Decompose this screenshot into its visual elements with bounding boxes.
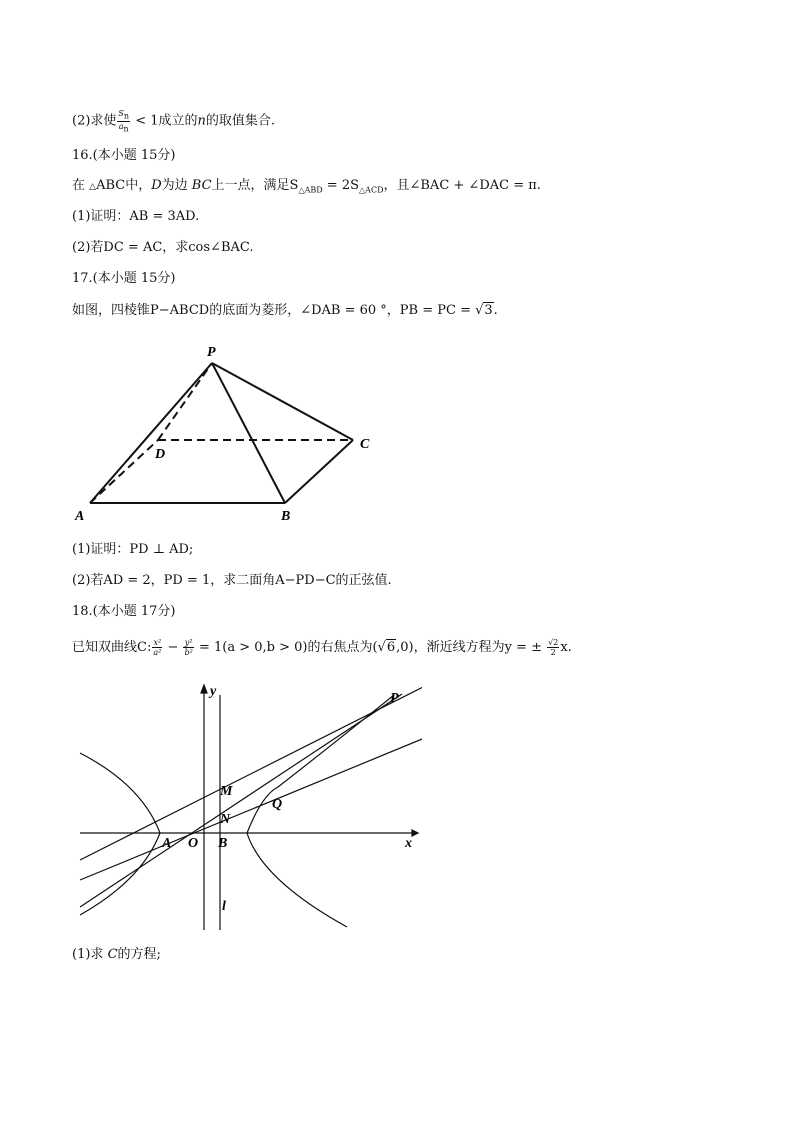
ratio-fraction: $\frac{Sn}{an}$ xyxy=(118,109,130,134)
pyramid-figure xyxy=(70,340,380,530)
q18-stem: 已知双曲线C: $\frac{\text{x²}}{\text{a²}}$ − $\frac{\text{y²}}{\text{b²}}$ = 1(a > 0,b > 0)的右焦点为(√6,0)，渐近线方程为y = ± $\frac{√2}{2}$ x. xyxy=(72,638,572,657)
q16-part1: (1)证明：AB = 3AD. xyxy=(72,209,200,224)
label-A: A xyxy=(75,509,85,524)
label-l: l xyxy=(222,899,226,914)
q17-part1: (1)证明：PD ⊥ AD; xyxy=(72,542,194,557)
label-M: M xyxy=(220,784,233,799)
label-D: D xyxy=(155,447,166,462)
label-B: B xyxy=(281,509,291,524)
label-P: P xyxy=(207,345,216,360)
q16-part2: (2)若DC = AC，求cos∠BAC. xyxy=(72,240,254,255)
label-P: P xyxy=(390,691,399,706)
q18-header: 18.(本小题 17分) xyxy=(72,604,176,619)
label-B: B xyxy=(218,836,228,851)
q17-stem: 如图，四棱锥P−ABCD的底面为菱形，∠DAB = 60 °，PB = PC = √3. xyxy=(72,303,498,318)
q18-part1: (1)求 C的方程; xyxy=(72,947,161,962)
label-C: C xyxy=(360,437,370,452)
q17-part2: (2)若AD = 2，PD = 1，求二面角A−PD−C的正弦值. xyxy=(72,573,392,588)
q17-header: 17.(本小题 15分) xyxy=(72,271,176,286)
q16-stem: 在 △ABC中，D为边 BC上一点，满足$S_{\triangle ABD} = 2S_{\triangle ACD}$，且∠BAC + ∠DAC = π. xyxy=(72,178,541,195)
hyperbola-figure xyxy=(72,675,422,935)
label-N: N xyxy=(220,812,231,827)
label-y: y xyxy=(210,684,217,699)
q16-header: 16.(本小题 15分) xyxy=(72,148,176,163)
q15-part2: (2)求使 $\frac{Sn}{an}$ < 1成立的n的取值集合. xyxy=(72,109,276,134)
label-O: O xyxy=(188,836,199,851)
label-Q: Q xyxy=(272,797,283,812)
label-x: x xyxy=(405,836,412,851)
label-A: A xyxy=(162,836,172,851)
